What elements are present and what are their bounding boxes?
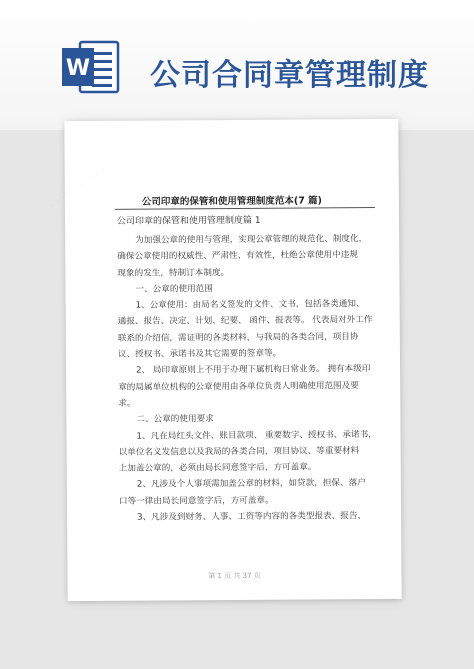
body-line: 求。 <box>118 398 136 409</box>
bottom-band <box>0 610 474 669</box>
body-line: 章的局属单位机构的公章使用由各单位负责人明确使用范围及要 <box>118 380 359 393</box>
svg-text:W: W <box>65 56 91 81</box>
body-line: 口等一律由局长同意签字后，方可盖章。 <box>118 495 274 507</box>
body-line: 1、凡在局红头文件、账目款项、 重要数字、授权书、承诺书， <box>136 429 377 442</box>
body-line: 现象的发生，特制订本制度。 <box>117 267 230 279</box>
body-line: 二、公章的使用要求 <box>136 414 214 425</box>
body-line: 上加盖公章的，必须由局长同意签字后，方可盖章。 <box>118 462 317 474</box>
body-line: 联系的介绍信，需证明的各类材料，与我局的各类合同，项目协 <box>117 331 359 344</box>
body-line: 2、 局印章原则上不用于办理下属机构日常业务。 拥有本级印 <box>136 364 371 377</box>
page-footer: 第 1 页 共 37 页 <box>208 571 261 581</box>
body-line: 议、授权书、承诺书及其它需要的签章等。 <box>117 348 282 360</box>
watermark: · · · · · · · · · · <box>47 163 109 213</box>
body-line: 以单位名义发信息以及我局的各类合同，项目协议、等重要材料 <box>118 445 360 458</box>
document-body <box>117 231 381 526</box>
document-title: 公司印章的保管和使用管理制度范本(7 篇) <box>141 195 322 208</box>
document-subtitle: 公司印章的保管和使用管理制度篇 1 <box>116 215 261 227</box>
body-line: 为加强公章的使用与管理，实现公章管理的规范化、制度化， <box>135 234 368 246</box>
body-line: 2、凡涉及个人事项需加盖公章的材料，如贷款，担保、落户 <box>136 478 366 491</box>
body-line: 3、凡涉及到财务、人事、工资等内容的各类型报表、报告、 <box>137 511 367 523</box>
body-line: 1、公章使用：由局名义签发的文件、文书，包括各类通知、 <box>135 299 365 311</box>
document-page <box>47 119 401 601</box>
body-line: 一、公章的使用范围 <box>135 284 213 295</box>
banner-title: 公司合同章管理制度 <box>150 58 429 93</box>
header-banner <box>0 0 474 130</box>
word-icon <box>62 40 120 94</box>
body-line: 通报、报告、决定、计划、纪要、 函件、报表等。 代表局对外工作 <box>117 315 373 328</box>
body-line: 确保公章使用的权威性、严肃性、有效性，杜绝公章使用中违规 <box>117 250 358 263</box>
